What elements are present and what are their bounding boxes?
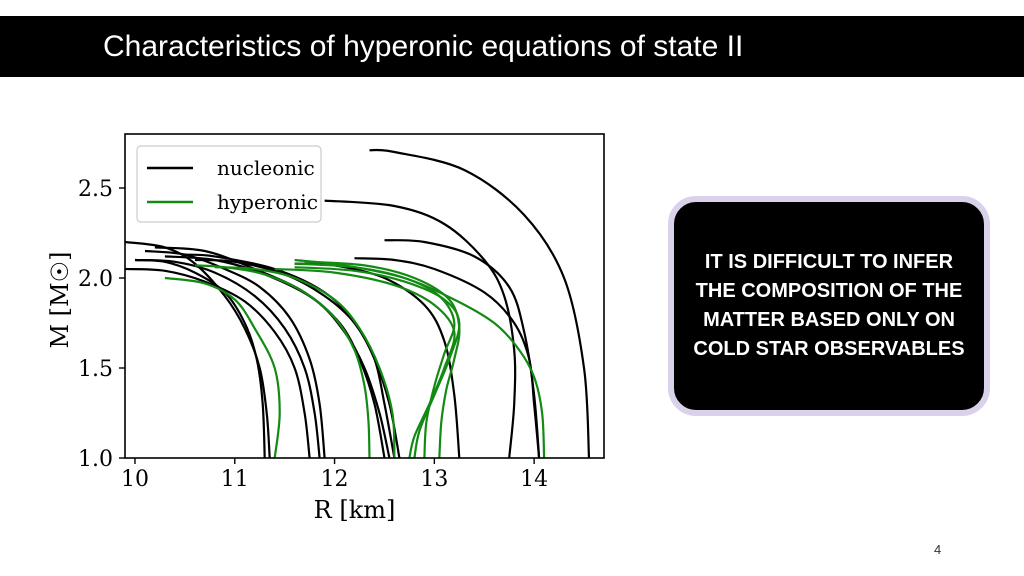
title-bar [0,16,1024,77]
slide-title: Characteristics of hyperonic equations of state II [103,30,744,63]
legend-label-hyperonic: hyperonic [217,190,318,214]
hyperonic-curve-16 [275,269,455,458]
nucleonic-curve-3 [385,240,540,458]
nucleonic-curve-1 [325,201,516,458]
y-tick-label-1.5: 1.5 [78,357,113,382]
y-axis-label: M [M☉] [46,251,74,349]
x-tick-label-10: 10 [120,467,149,492]
y-tick-label-1.0: 1.0 [78,447,113,472]
callout-text: IT IS DIFFICULT TO INFER THE COMPOSITION OF THE MATTER BASED ONLY ON COLD STAR OBSERVABLES [693,251,965,360]
nucleonic-curve-6 [165,256,390,458]
x-tick-label-13: 13 [420,467,449,492]
legend-label-nucleonic: nucleonic [217,156,315,180]
x-tick-label-14: 14 [520,467,549,492]
nucleonic-curve-0 [370,150,590,458]
x-axis-label: R [km] [313,496,396,524]
callout-box [668,196,990,416]
hyperonic-curve-20 [165,278,280,458]
page-number: 4 [934,542,942,557]
nucleonic-curve-11 [125,269,310,458]
hyperonic-curve-21 [215,267,395,458]
y-tick-label-2.0: 2.0 [78,267,113,292]
hyperonic-curve-19 [195,265,370,458]
x-tick-label-12: 12 [320,467,349,492]
mass-radius-chart [30,118,630,538]
nucleonic-curve-7 [155,247,385,458]
y-tick-label-2.5: 2.5 [78,177,113,202]
chart-svg [30,118,630,538]
x-tick-label-11: 11 [220,467,249,492]
